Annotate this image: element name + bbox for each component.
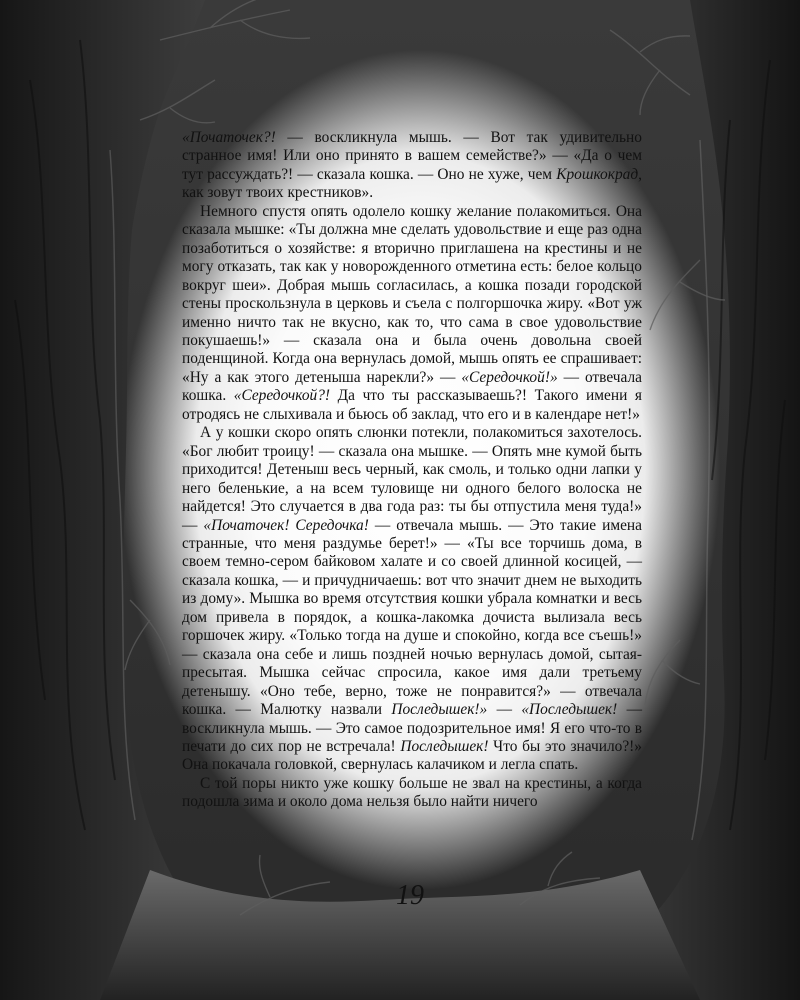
italic-text-run: «Середочкой?! xyxy=(233,387,331,405)
story-paragraph xyxy=(182,424,642,775)
text-run: — воскликнула мышь. — Это самое подозрительное имя! Я его что-то в печати до сих пор не встречала! xyxy=(182,701,642,755)
text-run: — отвечала кошка. xyxy=(182,368,643,405)
story-paragraph xyxy=(182,775,642,812)
text-run: , как зовут твоих крестников». xyxy=(182,165,642,202)
italic-text-run: Последышек! xyxy=(400,737,489,755)
italic-text-run: «Початочек?! xyxy=(182,129,276,146)
text-run: — воскликнула мышь. — Вот так удивительно странное имя! Или оно принято в вашем семействе?» — «Да о чем тут рассуждать?! — сказала кошка. — Оно не хуже, чем xyxy=(182,129,642,183)
story-text xyxy=(182,129,642,812)
page-number: 19 xyxy=(396,880,424,911)
story-paragraph xyxy=(182,129,642,203)
text-run: А у кошки скоро опять слюнки потекли, полакомиться захотелось. «Бог любит троицу! — сказала она мышке. — Опять мне кумой быть приходится! Детеныш весь черный, как смоль, и только одни лапки у него беленькие, а на всем туловище ни одного белого волоска не найдется! Это случается в два года раз: ты бы отпустила меня туда!» — xyxy=(182,424,642,534)
italic-text-run: Последышек!» xyxy=(391,701,488,719)
text-run: С той поры никто уже кошку больше не звал на крестины, а когда подошла зима и около дома нельзя было найти ничего xyxy=(182,774,642,811)
italic-text-run: «Початочек! Середочка! xyxy=(203,516,369,534)
italic-text-run: «Середочкой!» xyxy=(461,368,558,386)
text-run: — xyxy=(487,701,522,719)
text-run: Немного спустя опять одолело кошку желание полакомиться. Она сказала мышке: «Ты должна мне сделать удовольствие и еще раз одна позаботиться о хозяйстве: я вторично приглашена на крестины и не могу отказать, так как у новорожденного отметина есть: белое кольцо вокруг шеи». Добрая мышь согласилась, а кошка позади городской стены проскользнула в церковь и съела с полгоршочка жиру. «Вот уж именно ничто так не вкусно, как то, что сама в свое удовольствие покушаешь!» — сказала она и была очень довольна своей поденщиной. Когда она вернулась домой, мышь опять ее спрашивает: «Ну а как этого детеныша нарекли?» — xyxy=(182,202,642,386)
text-run: — отвечала мышь. — Это такие имена странные, что меня раздумье берет!» — «Ты все торчишь дома, в своем темно-сером байковом халате и со своей длинной косицей, — сказала кошка, — и причудничаешь: вот что значит днем не выходить из дому». Мышка во время отсутствия кошки убрала комнатки и весь дом привела в порядок, а кошка-лакомка дочиста вылизала весь горшочек жиру. «Только тогда на душе и спокойно, когда все съешь!» — сказала она себе и лишь поздней ночью вернулась домой, сытая-пресытая. Мышка сейчас спросила, какое имя дали третьему детенышу. «Оно тебе, верно, тоже не понравится?» — отвечала кошка. — Малютку назвали xyxy=(182,516,642,719)
italic-text-run: Крошкокрад xyxy=(556,165,639,183)
italic-text-run: «Последышек! xyxy=(521,701,618,719)
text-run: Что бы это значило?!» Она покачала головкой, свернулась калачиком и легла спать. xyxy=(182,737,642,774)
story-paragraph xyxy=(182,203,642,424)
text-run: Да что ты рассказываешь?! Такого имени я отродясь не слыхивала и бьюсь об заклад, что его и в календаре нет!» xyxy=(182,387,643,423)
